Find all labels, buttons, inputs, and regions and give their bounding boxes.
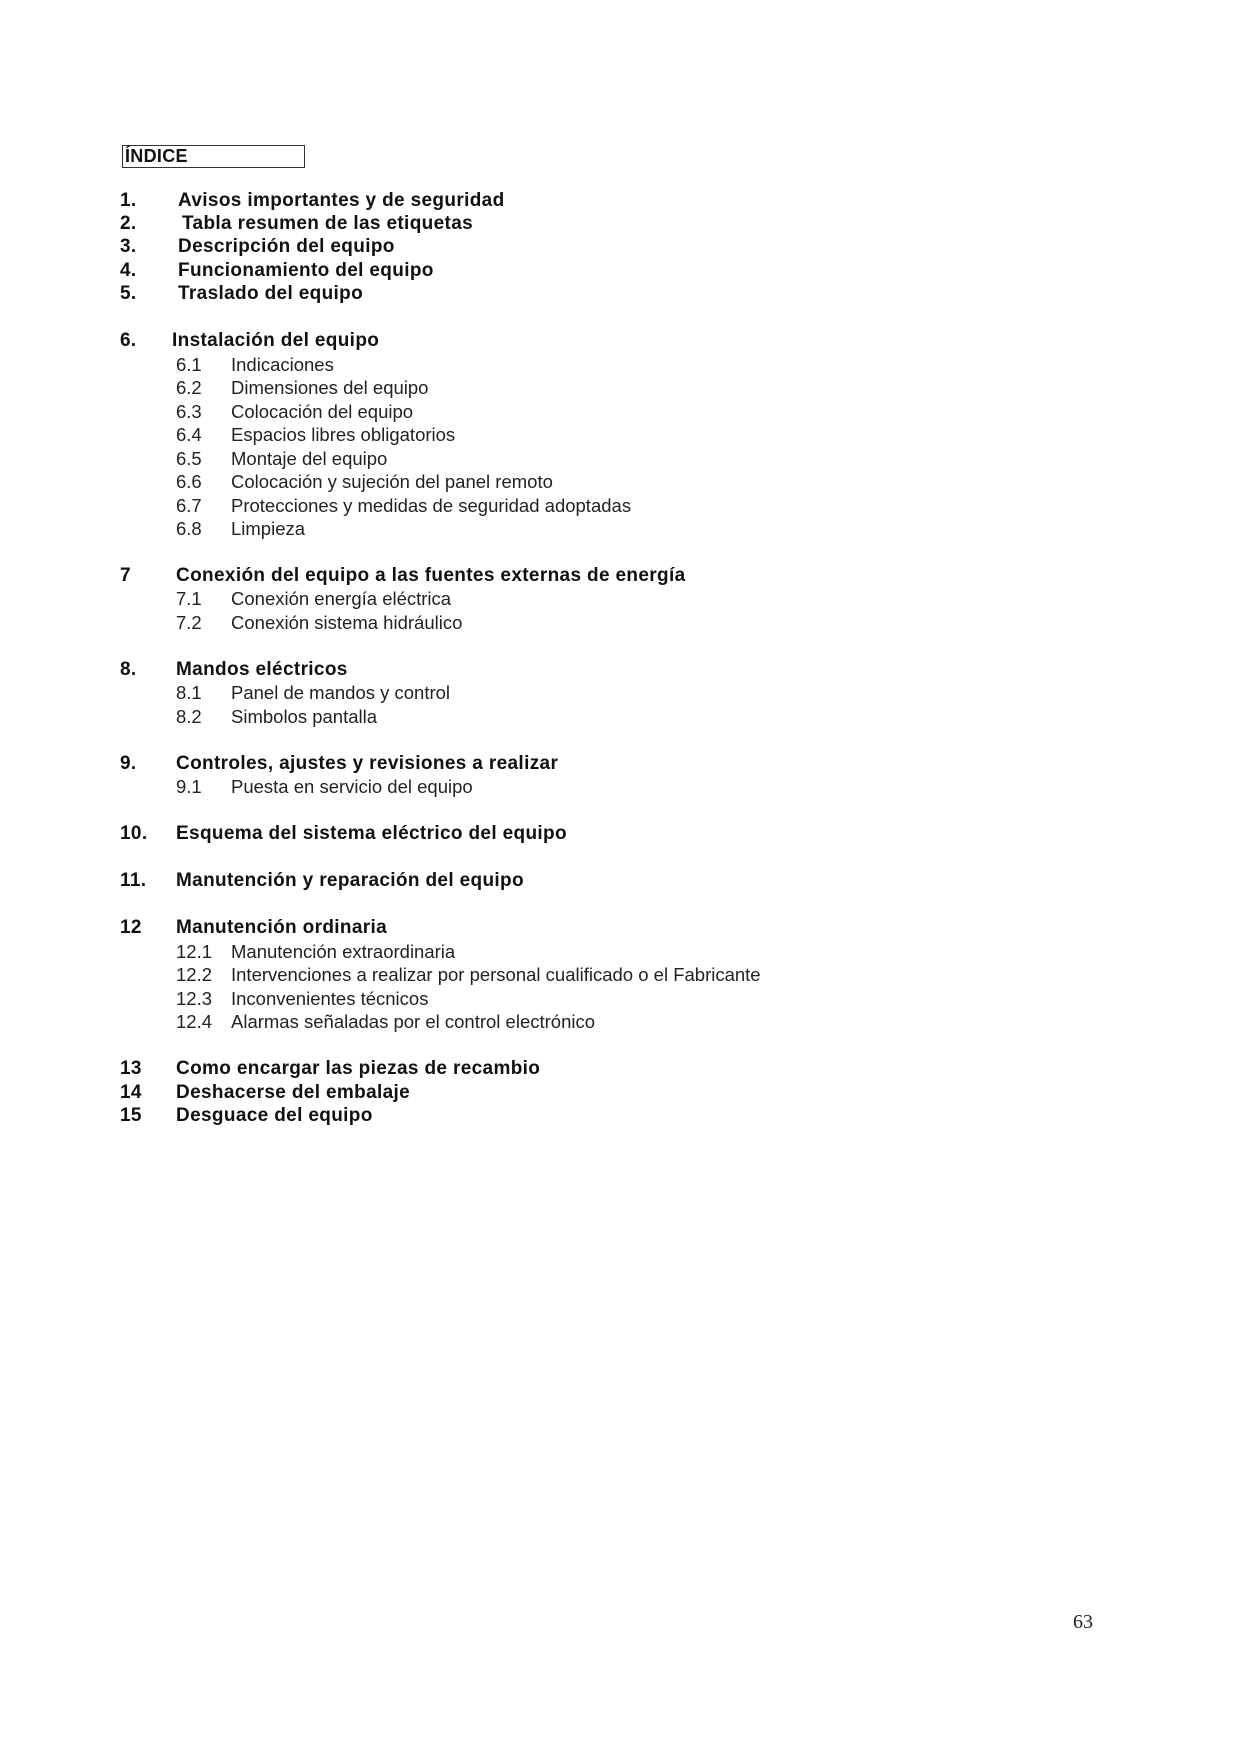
toc-number: 12.1 — [176, 941, 213, 962]
toc-number: 8. — [120, 659, 137, 680]
toc-label: Montaje del equipo — [231, 448, 388, 469]
toc-number: 12 — [120, 917, 142, 938]
toc-label: Alarmas señaladas por el control electrónico — [231, 1011, 596, 1032]
toc-number: 11. — [120, 870, 147, 891]
toc-label: Simbolos pantalla — [231, 706, 378, 727]
toc-label: Descripción del equipo — [178, 236, 395, 257]
index-title: ÍNDICE — [122, 145, 305, 168]
toc-number: 6.3 — [176, 401, 202, 422]
toc-label: Manutención ordinaria — [176, 917, 388, 938]
toc-label: Manutención extraordinaria — [231, 941, 456, 962]
toc-number: 10. — [120, 823, 148, 844]
toc-label: Instalación del equipo — [172, 330, 380, 351]
toc-number: 6.8 — [176, 518, 202, 539]
page-number: 63 — [1073, 1611, 1093, 1633]
toc-number: 6. — [120, 330, 137, 351]
toc-number: 2. — [120, 213, 137, 234]
toc-label: Inconvenientes técnicos — [231, 988, 429, 1009]
toc-label: Colocación del equipo — [231, 401, 414, 422]
toc-number: 6.1 — [176, 354, 202, 375]
toc-number: 5. — [120, 283, 137, 304]
toc-label: Espacios libres obligatorios — [231, 424, 456, 445]
toc-label: Limpieza — [231, 518, 306, 539]
toc-label: Manutención y reparación del equipo — [176, 870, 524, 891]
toc-label: Conexión sistema hidráulico — [231, 612, 463, 633]
toc-label: Controles, ajustes y revisiones a realizar — [176, 753, 559, 774]
toc-number: 4. — [120, 260, 137, 281]
toc-label: Mandos eléctricos — [176, 659, 348, 680]
toc-number: 1. — [120, 190, 137, 211]
toc-number: 6.5 — [176, 448, 202, 469]
toc-label: Panel de mandos y control — [231, 682, 451, 703]
toc-label: Conexión energía eléctrica — [231, 588, 452, 609]
toc-number: 3. — [120, 236, 137, 257]
toc-label: Colocación y sujeción del panel remoto — [231, 471, 553, 492]
toc-number: 13 — [120, 1058, 142, 1079]
toc-number: 6.6 — [176, 471, 202, 492]
toc-number: 7.2 — [176, 612, 202, 633]
toc-number: 6.2 — [176, 377, 202, 398]
toc-label: Tabla resumen de las etiquetas — [182, 213, 474, 234]
toc-number: 12.3 — [176, 988, 213, 1009]
toc-label: Deshacerse del embalaje — [176, 1082, 411, 1103]
toc-label: Protecciones y medidas de seguridad adoptadas — [231, 495, 632, 516]
toc-number: 12.2 — [176, 964, 213, 985]
toc-label: Esquema del sistema eléctrico del equipo — [176, 823, 567, 844]
toc-label: Intervenciones a realizar por personal cualificado o el Fabricante — [231, 964, 761, 985]
toc-label: Dimensiones del equipo — [231, 377, 429, 398]
toc-label: Funcionamiento del equipo — [178, 260, 434, 281]
toc-label: Puesta en servicio del equipo — [231, 776, 473, 797]
toc-label: Desguace del equipo — [176, 1105, 373, 1126]
toc-label: Como encargar las piezas de recambio — [176, 1058, 541, 1079]
toc-number: 9. — [120, 753, 137, 774]
toc-label: Avisos importantes y de seguridad — [178, 190, 505, 211]
toc-number: 9.1 — [176, 776, 202, 797]
toc-number: 14 — [120, 1082, 142, 1103]
toc-number: 7.1 — [176, 588, 202, 609]
toc-number: 7 — [120, 565, 131, 586]
toc-label: Traslado del equipo — [178, 283, 364, 304]
toc-number: 12.4 — [176, 1011, 213, 1032]
toc-number: 6.7 — [176, 495, 202, 516]
toc-label: Conexión del equipo a las fuentes externas de energía — [176, 565, 686, 586]
toc-number: 6.4 — [176, 424, 202, 445]
toc-label: Indicaciones — [231, 354, 334, 375]
toc-number: 8.2 — [176, 706, 202, 727]
toc-number: 8.1 — [176, 682, 202, 703]
toc-number: 15 — [120, 1105, 142, 1126]
